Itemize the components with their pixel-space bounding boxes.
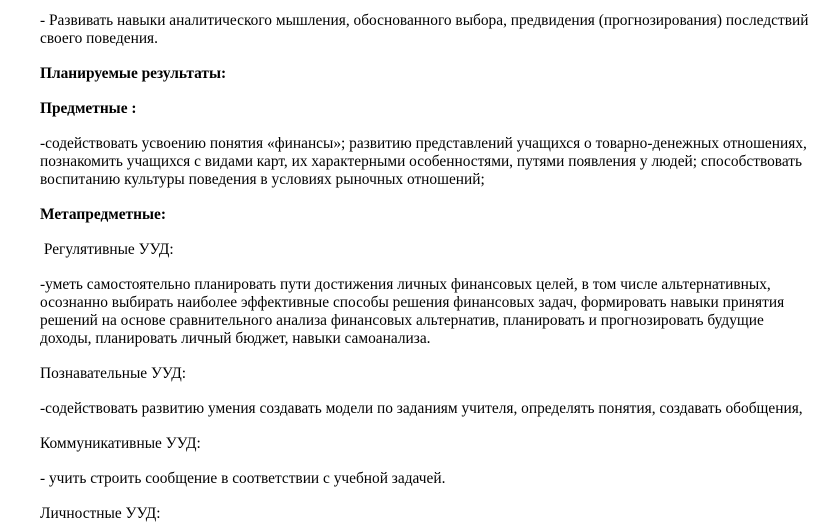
document-page [40, 12, 810, 523]
label-personal: Личностные УУД: [40, 505, 161, 522]
heading-planned-results: Планируемые результаты: [40, 65, 227, 82]
label-regulatory: Регулятивные УУД: [40, 241, 174, 258]
heading-subject-results: Предметные : [40, 100, 137, 117]
regulatory-paragraph: -уметь самостоятельно планировать пути достижения личных финансовых целей, в том числе альтернативных, осознанно выбирать наиболее эффективные способы решения финансовых задач, формировать навыки принятия решений на основе сравнительного анализа финансовых альтернатив, планировать и прогнозировать будущие доходы, планировать личный бюджет, навыки самоанализа. [40, 276, 785, 347]
communicative-paragraph: - учить строить сообщение в соответствии с учебной задачей. [40, 470, 446, 487]
cognitive-paragraph: -содействовать развитию умения создавать модели по заданиям учителя, определять понятия, создавать обобщения, [40, 400, 803, 417]
intro-paragraph: - Развивать навыки аналитического мышления, обоснованного выбора, предвидения (прогнозирования) последствий своего поведения. [40, 12, 809, 47]
heading-metasubject-results: Метапредметные: [40, 206, 166, 223]
label-cognitive: Познавательные УУД: [40, 365, 186, 382]
label-communicative: Коммуникативные УУД: [40, 435, 201, 452]
subject-paragraph: -содействовать усвоению понятия «финансы»; развитию представлений учащихся о товарно-денежных отношениях, познакомить учащихся с видами карт, их характерными особенностями, путями появления у людей; способствовать воспитанию культуры поведения в условиях рыночных отношений; [40, 135, 807, 188]
